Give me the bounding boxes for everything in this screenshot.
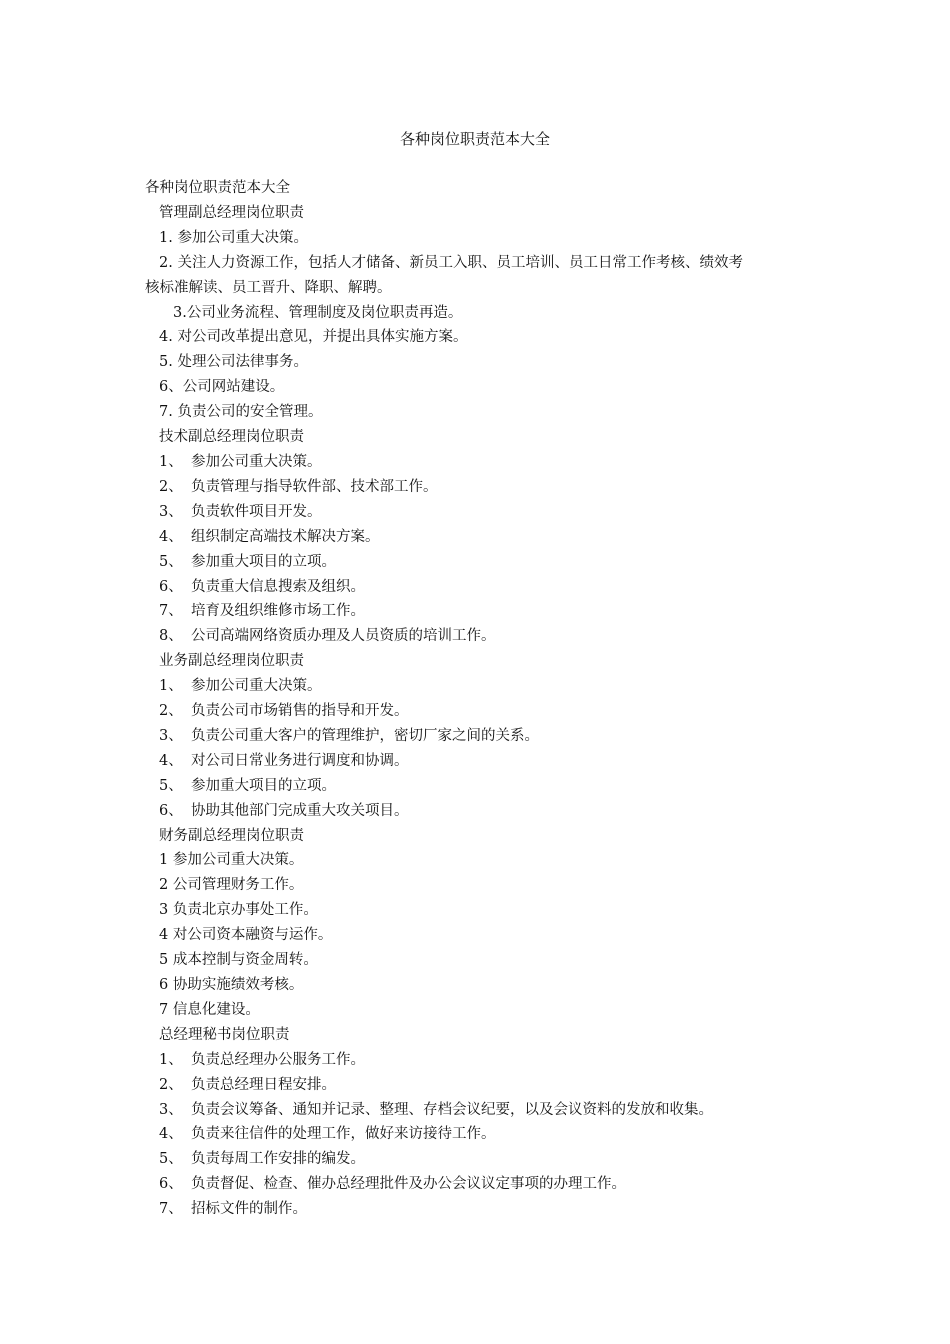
item-number: 5、 [159, 1151, 183, 1168]
item-text: 负责督促、检查、催办总经理批件及办公会议议定事项的办理工作。 [191, 1176, 626, 1193]
item-text: 对公司日常业务进行调度和协调。 [191, 752, 409, 769]
item-number: 6、 [159, 1176, 183, 1193]
item-number: 2、 [159, 1076, 183, 1093]
list-item: 7. 负责公司的安全管理。 [159, 404, 323, 421]
item-number: 2、 [159, 703, 183, 720]
list-item [145, 674, 825, 699]
item-number: 1、 [159, 1051, 183, 1068]
list-item [145, 1048, 825, 1073]
item-number: 1、 [159, 453, 183, 470]
section-heading: 业务副总经理岗位职责 [159, 653, 304, 670]
item-text: 公司高端网络资质办理及人员资质的培训工作。 [191, 628, 496, 645]
list-item: 2 公司管理财务工作。 [159, 877, 304, 894]
intro-heading: 各种岗位职责范本大全 [145, 180, 290, 196]
item-text: 招标文件的制作。 [191, 1201, 307, 1218]
item-text: 负责公司市场销售的指导和开发。 [191, 703, 409, 720]
list-item [145, 749, 825, 774]
list-item: 5. 处理公司法律事务。 [159, 354, 308, 371]
item-number: 7、 [159, 1201, 183, 1218]
list-item: 6 协助实施绩效考核。 [159, 977, 304, 993]
item-number: 3、 [159, 727, 183, 744]
list-item [145, 550, 825, 575]
item-text: 负责重大信息搜索及组织。 [191, 578, 365, 595]
document-title: 各种岗位职责范本大全 [399, 130, 550, 148]
list-item [145, 1098, 825, 1123]
list-item: 4. 对公司改革提出意见，并提出具体实施方案。 [159, 329, 468, 346]
item-text: 参加公司重大决策。 [191, 453, 322, 470]
list-item [145, 1197, 825, 1222]
list-item [145, 575, 825, 600]
item-number: 4、 [159, 1126, 183, 1143]
list-item [145, 699, 825, 724]
list-item [145, 724, 825, 749]
item-text: 参加重大项目的立项。 [191, 553, 336, 570]
list-item: 4 对公司资本融资与运作。 [159, 927, 333, 944]
item-number: 7、 [159, 603, 183, 620]
item-text: 协助其他部门完成重大攻关项目。 [191, 802, 409, 819]
item-text: 参加公司重大决策。 [191, 678, 322, 695]
list-item [145, 450, 825, 475]
list-item: 3 负责北京办事处工作。 [159, 902, 318, 919]
section-heading: 管理副总经理岗位职责 [159, 204, 304, 221]
item-text: 负责总经理日程安排。 [191, 1076, 336, 1093]
item-text: 参加重大项目的立项。 [191, 777, 336, 794]
item-number: 3、 [159, 503, 183, 520]
item-number: 6、 [159, 802, 183, 819]
list-item: 1 参加公司重大决策。 [159, 852, 304, 869]
list-item: 7 信息化建设。 [159, 1001, 260, 1018]
item-text: 负责会议筹备、通知并记录、整理、存档会议纪要，以及会议资料的发放和收集。 [191, 1101, 713, 1118]
item-number: 5、 [159, 553, 183, 570]
list-item [145, 525, 825, 550]
item-text: 负责管理与指导软件部、技术部工作。 [191, 478, 438, 495]
list-item-continuation: 核标准解读、员工晋升、降职、解聘。 [145, 279, 392, 296]
item-text: 负责来往信件的处理工作，做好来访接待工作。 [191, 1126, 496, 1143]
item-text: 负责软件项目开发。 [191, 503, 322, 520]
item-text: 负责公司重大客户的管理维护，密切厂家之间的关系。 [191, 727, 539, 744]
item-number: 4、 [159, 752, 183, 769]
item-text: 组织制定高端技术解决方案。 [191, 528, 380, 545]
list-item [145, 1172, 825, 1197]
item-number: 5、 [159, 777, 183, 794]
list-item [145, 599, 825, 624]
list-item: 3.公司业务流程、管理制度及岗位职责再造。 [173, 304, 463, 321]
item-number: 6、 [159, 578, 183, 595]
list-item [145, 1147, 825, 1172]
list-item [145, 500, 825, 525]
item-text: 负责总经理办公服务工作。 [191, 1051, 365, 1068]
section-heading: 技术副总经理岗位职责 [159, 429, 304, 446]
list-item: 1. 参加公司重大决策。 [159, 229, 308, 246]
item-number: 8、 [159, 628, 183, 645]
document-body [145, 176, 825, 1222]
list-item [145, 475, 825, 500]
section-heading: 总经理秘书岗位职责 [159, 1026, 290, 1043]
section-heading: 财务副总经理岗位职责 [159, 827, 304, 844]
list-item: 6、公司网站建设。 [159, 379, 285, 396]
list-item [145, 1073, 825, 1098]
item-text: 培育及组织维修市场工作。 [191, 603, 365, 620]
list-item [145, 624, 825, 649]
item-number: 4、 [159, 528, 183, 545]
list-item [145, 799, 825, 824]
item-number: 3、 [159, 1101, 183, 1118]
list-item [145, 774, 825, 799]
list-item: 2. 关注人力资源工作，包括人才储备、新员工入职、员工培训、员工日常工作考核、绩效考 [159, 254, 743, 271]
item-number: 2、 [159, 478, 183, 495]
list-item [145, 1122, 825, 1147]
item-number: 1、 [159, 678, 183, 695]
list-item: 5 成本控制与资金周转。 [159, 952, 318, 969]
item-text: 负责每周工作安排的编发。 [191, 1151, 365, 1168]
